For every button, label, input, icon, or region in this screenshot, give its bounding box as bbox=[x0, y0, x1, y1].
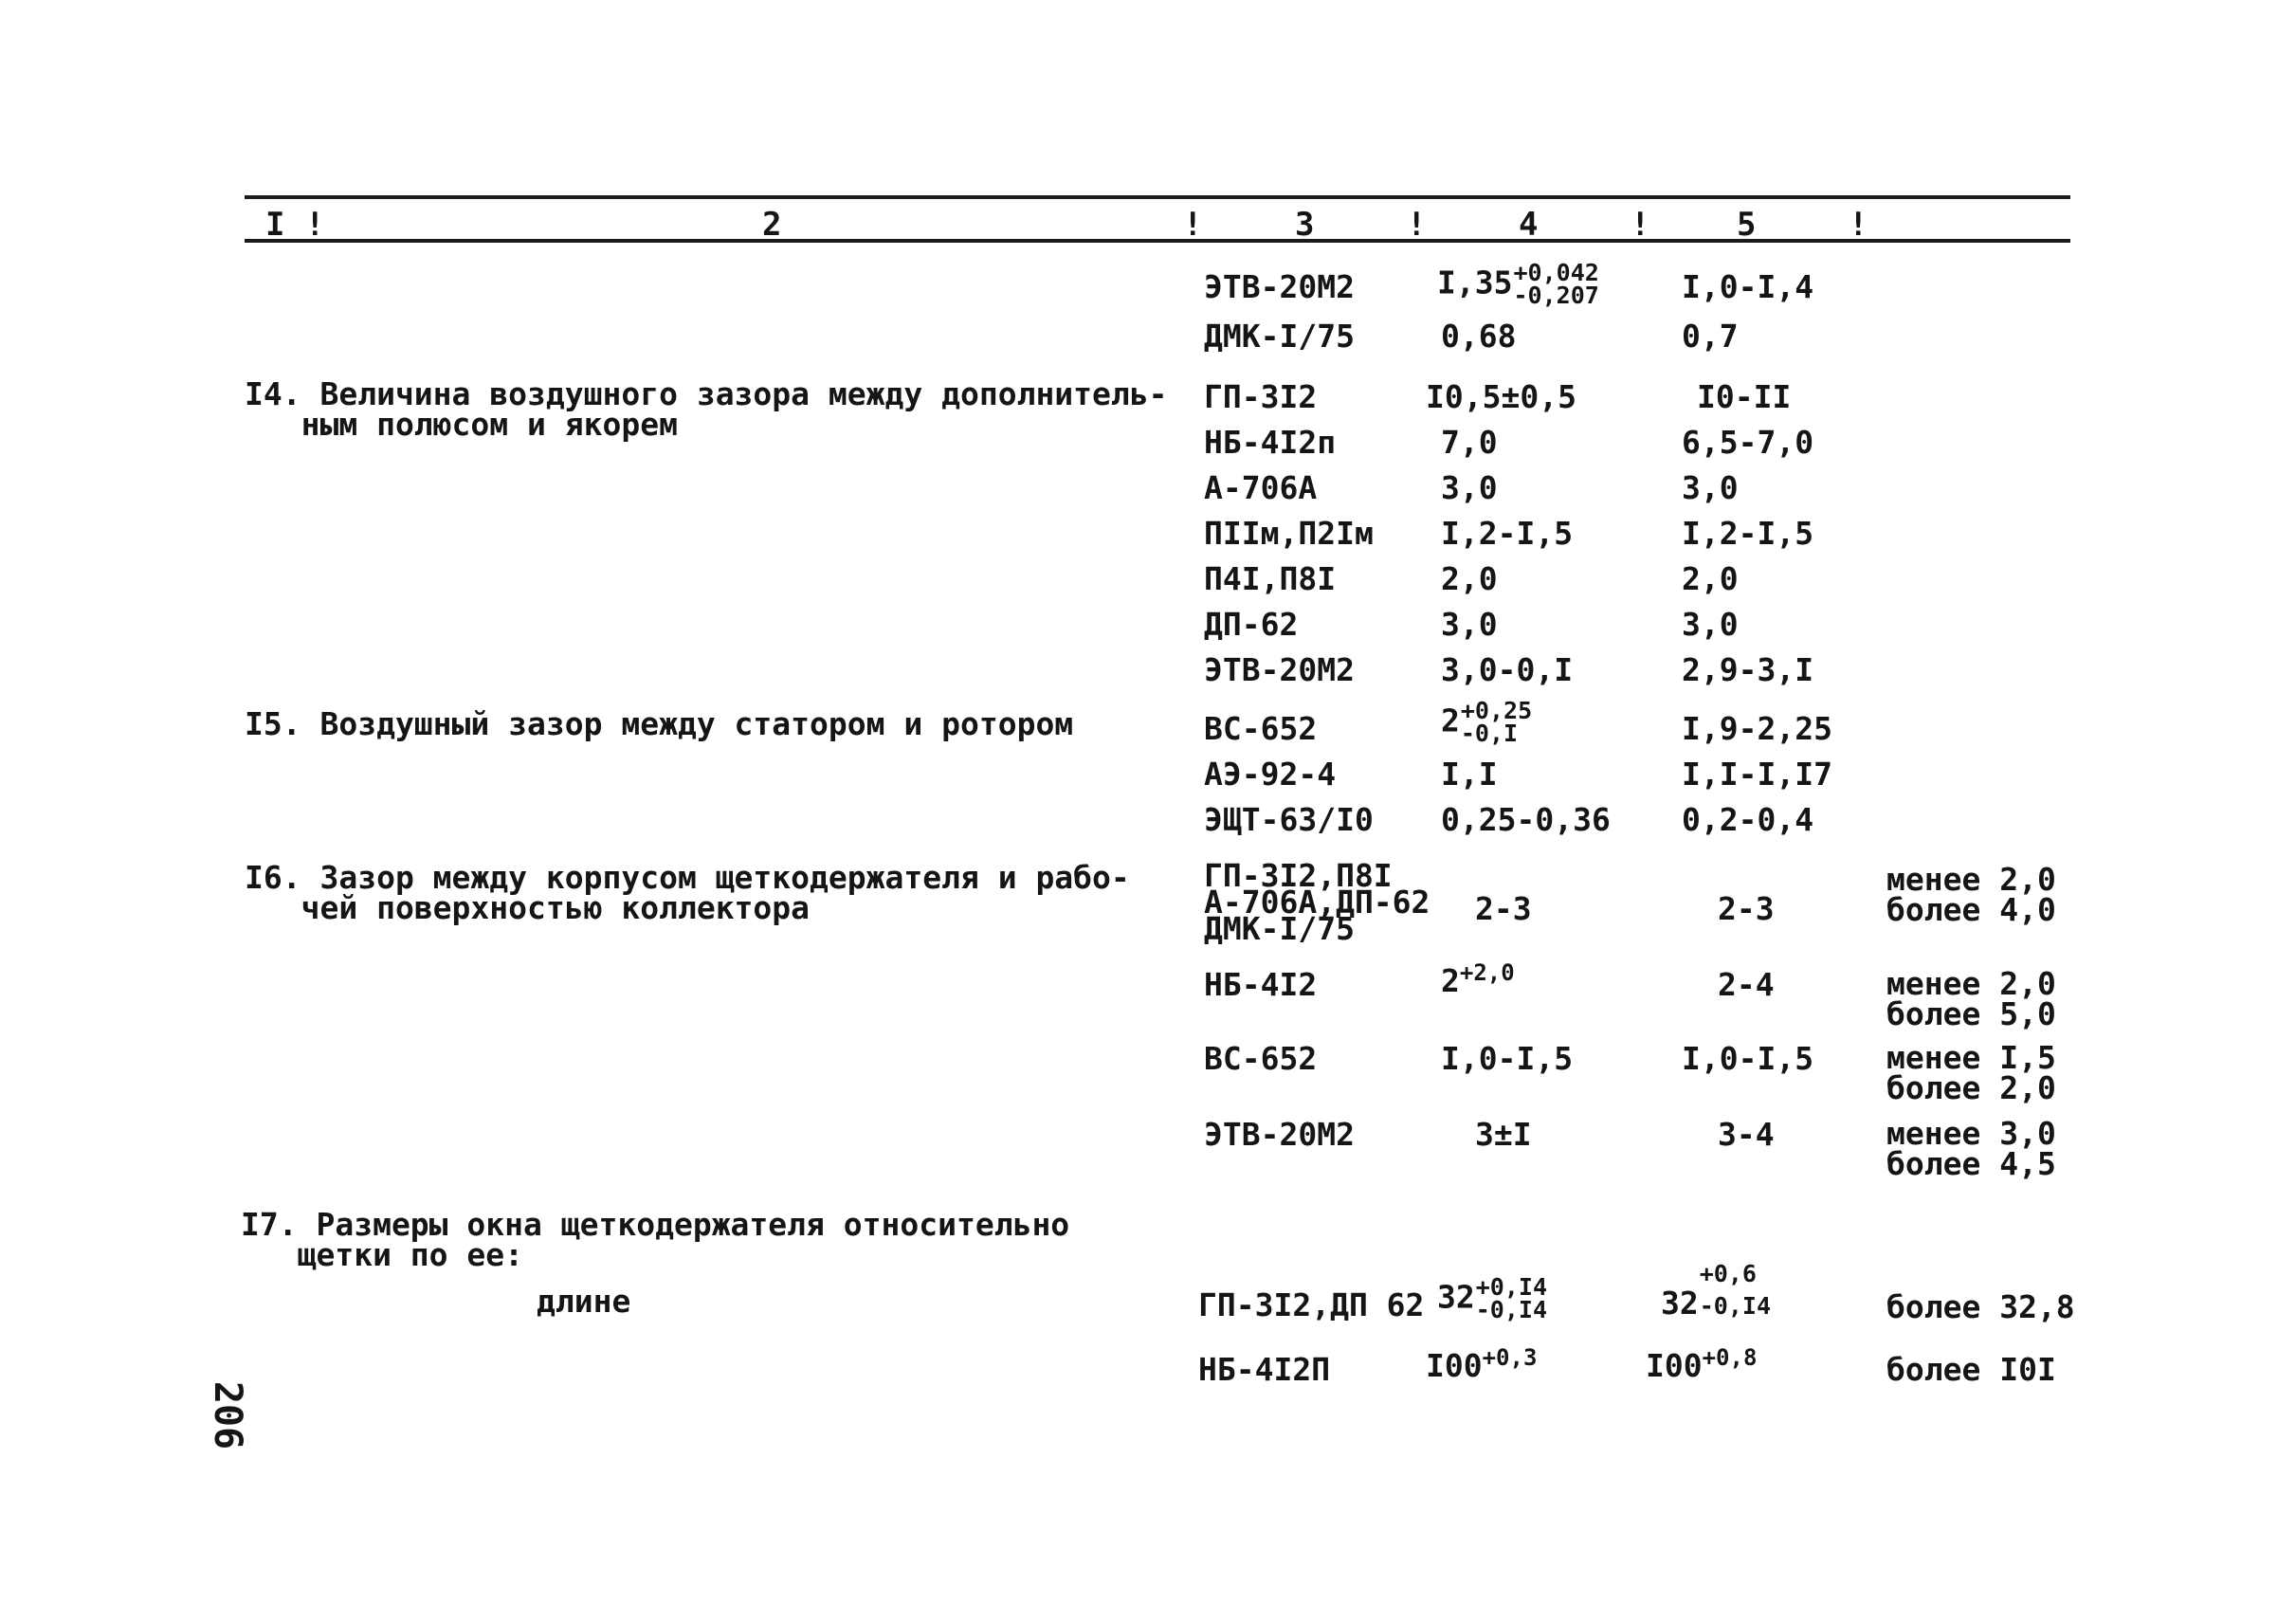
nominal-value-cell: I,2-I,5 bbox=[1441, 515, 1574, 552]
model-cell: ГП-3I2,П8I А-706А,ДП-62 ДМК-I/75 bbox=[1204, 857, 1430, 947]
range-value-cell: I,2-I,5 bbox=[1682, 515, 1814, 552]
col-3-header: 3 bbox=[1295, 206, 1315, 244]
nominal-value-cell: 3±I bbox=[1475, 1116, 1532, 1153]
model-cell: НБ-4I2П bbox=[1198, 1351, 1331, 1388]
col-4-header: 4 bbox=[1519, 206, 1539, 244]
model-cell: ЭТВ-20М2 bbox=[1204, 651, 1355, 688]
nominal-value-cell: I0,5±0,5 bbox=[1426, 378, 1576, 415]
item-15-description: I5. Воздушный зазор между статором и ротором bbox=[245, 705, 1074, 742]
nominal-value-cell: I,I bbox=[1441, 756, 1498, 793]
range-value-cell: 2,0 bbox=[1682, 560, 1739, 597]
col-separator: ! bbox=[305, 206, 325, 244]
model-cell: ЭТВ-20М2 bbox=[1204, 268, 1355, 305]
col-separator: ! bbox=[1849, 206, 1868, 244]
model-cell: ВС-652 bbox=[1204, 710, 1318, 747]
model-cell: ГП-3I2 bbox=[1204, 378, 1318, 415]
nominal-value-cell: 0,25-0,36 bbox=[1441, 801, 1611, 838]
header-bottom-rule bbox=[245, 239, 2070, 243]
nominal-value-cell: 2,0 bbox=[1441, 560, 1498, 597]
range-value-cell: 3-4 bbox=[1718, 1116, 1775, 1153]
range-value-cell: 2-3 bbox=[1718, 890, 1775, 927]
limit-value-cell: более I0I bbox=[1886, 1351, 2056, 1388]
range-value-cell: I,9-2,25 bbox=[1682, 710, 1832, 747]
model-cell: АЭ-92-4 bbox=[1204, 756, 1337, 793]
range-value-cell: I,0-I,5 bbox=[1682, 1040, 1814, 1077]
nominal-value-cell: 32 +0,I4 -0,I4 bbox=[1437, 1273, 1548, 1323]
col-1-header: I bbox=[265, 206, 285, 244]
header-top-rule bbox=[245, 195, 2070, 199]
model-cell: ПIIм,П2Iм bbox=[1204, 515, 1374, 552]
range-value-cell: I,0-I,4 bbox=[1682, 268, 1814, 305]
range-value-cell: 6,5-7,0 bbox=[1682, 424, 1814, 461]
sub-item-label: длине bbox=[537, 1283, 631, 1320]
col-2-header: 2 bbox=[762, 206, 782, 244]
col-separator: ! bbox=[1407, 206, 1427, 244]
page-number: 206 bbox=[206, 1380, 250, 1450]
range-value-cell: 2-4 bbox=[1718, 966, 1775, 1003]
nominal-value-cell: 0,68 bbox=[1441, 318, 1517, 355]
range-value-cell: $I00^{+0,8}$ bbox=[1646, 1344, 1758, 1384]
model-cell: ГП-3I2,ДП 62 bbox=[1198, 1286, 1425, 1323]
nominal-value-cell: 2 +0,25 -0,I bbox=[1441, 697, 1533, 747]
range-value-cell: 0,7 bbox=[1682, 318, 1739, 355]
item-16-description: I6. Зазор между корпусом щеткодержателя и рабо- чей поверхностью коллектора bbox=[245, 859, 1130, 926]
model-cell: НБ-4I2 bbox=[1204, 966, 1318, 1003]
model-cell: ДП-62 bbox=[1204, 606, 1299, 643]
nominal-value-cell: $I00^{+0,3}$ bbox=[1426, 1344, 1538, 1384]
range-value-cell: I0-II bbox=[1697, 378, 1792, 415]
model-cell: ДМК-I/75 bbox=[1204, 318, 1355, 355]
range-value-cell: 32 +0,6 -0,I4 bbox=[1661, 1259, 1772, 1322]
range-value-cell: I,I-I,I7 bbox=[1682, 756, 1832, 793]
model-cell: А-706А bbox=[1204, 469, 1318, 506]
nominal-value-cell: 3,0-0,I bbox=[1441, 651, 1574, 688]
col-5-header: 5 bbox=[1737, 206, 1757, 244]
limit-value-cell: менее I,5 более 2,0 bbox=[1886, 1039, 2056, 1106]
model-cell: ВС-652 bbox=[1204, 1040, 1318, 1077]
range-value-cell: 2,9-3,I bbox=[1682, 651, 1814, 688]
nominal-value-cell: I,0-I,5 bbox=[1441, 1040, 1574, 1077]
model-cell: ЭЩТ-63/I0 bbox=[1204, 801, 1374, 838]
nominal-value-cell: 2-3 bbox=[1475, 890, 1532, 927]
nominal-value-cell: 3,0 bbox=[1441, 469, 1498, 506]
limit-value-cell: более 32,8 bbox=[1886, 1288, 2075, 1325]
nominal-value-cell: 3,0 bbox=[1441, 606, 1498, 643]
limit-value-cell: менее 2,0 более 5,0 bbox=[1886, 965, 2056, 1032]
range-value-cell: 3,0 bbox=[1682, 606, 1739, 643]
model-cell: П4I,П8I bbox=[1204, 560, 1337, 597]
item-17-description: I7. Размеры окна щеткодержателя относительно щетки по ее: bbox=[241, 1206, 1070, 1273]
nominal-value-cell: I,35 +0,042 -0,207 bbox=[1437, 259, 1599, 309]
nominal-value-cell: $2^{+2,0}$ bbox=[1441, 959, 1515, 999]
model-cell: НБ-4I2п bbox=[1204, 424, 1337, 461]
item-14-description: I4. Величина воздушного зазора между дополнитель- ным полюсом и якорем bbox=[245, 375, 1168, 443]
model-cell: ЭТВ-20М2 bbox=[1204, 1116, 1355, 1153]
col-separator: ! bbox=[1631, 206, 1650, 244]
limit-value-cell: менее 3,0 более 4,5 bbox=[1886, 1115, 2056, 1182]
col-separator: ! bbox=[1183, 206, 1203, 244]
range-value-cell: 0,2-0,4 bbox=[1682, 801, 1814, 838]
nominal-value-cell: 7,0 bbox=[1441, 424, 1498, 461]
range-value-cell: 3,0 bbox=[1682, 469, 1739, 506]
limit-value-cell: менее 2,0 более 4,0 bbox=[1886, 861, 2056, 928]
